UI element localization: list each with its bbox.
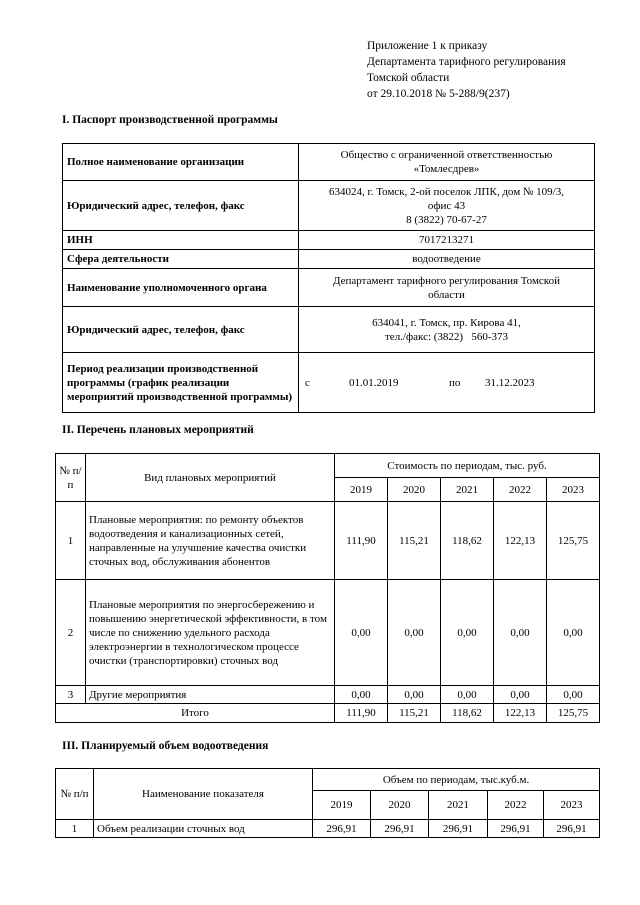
- total-value: 118,62: [441, 704, 494, 723]
- total-row: [56, 704, 600, 723]
- table-row: [56, 686, 600, 704]
- value-cell: 0,00: [388, 580, 441, 686]
- table-row: [56, 820, 600, 838]
- total-value: 125,75: [547, 704, 600, 723]
- year-header: 2020: [388, 478, 441, 502]
- year-header: 2019: [335, 478, 388, 502]
- value-cell: 0,00: [335, 686, 388, 704]
- period-to-word: по: [449, 376, 461, 389]
- value-cell: 0,00: [494, 686, 547, 704]
- col-cost-header: Стоимость по периодам, тыс. руб.: [335, 454, 600, 478]
- passport-value-line: области: [428, 288, 465, 301]
- row-description: Объем реализации сточных вод: [94, 820, 313, 838]
- row-description: Плановые мероприятия: по ремонту объектов водоотведения и канализационных сетей, направленные на улучшение качества очистки сточных вод, обслуживания абонентов: [86, 502, 335, 580]
- measures-table: [55, 453, 600, 723]
- value-cell: 0,00: [547, 686, 600, 704]
- table-row: [56, 580, 600, 686]
- period-to-date: 31.12.2023: [485, 376, 535, 389]
- value-cell: 0,00: [388, 686, 441, 704]
- year-header: 2023: [544, 791, 600, 820]
- row-number: 3: [56, 686, 86, 704]
- passport-value-line: офис 43: [427, 199, 466, 212]
- passport-row: [63, 250, 595, 269]
- col-name-header: Вид плановых мероприятий: [86, 454, 335, 502]
- passport-label: Наименование уполномоченного органа: [63, 269, 299, 307]
- period-from-word: с: [305, 376, 310, 389]
- section-1-title: I. Паспорт производственной программы: [62, 114, 278, 126]
- value-cell: 0,00: [335, 580, 388, 686]
- value-cell: 0,00: [547, 580, 600, 686]
- row-number: 2: [56, 580, 86, 686]
- value-cell: 118,62: [441, 502, 494, 580]
- passport-label: Юридический адрес, телефон, факс: [63, 181, 299, 231]
- year-header: 2023: [547, 478, 600, 502]
- passport-value-line: Общество с ограниченной ответственностью: [340, 149, 553, 161]
- passport-row: [63, 181, 595, 231]
- passport-value: 7017213271: [299, 231, 595, 250]
- value-cell: 122,13: [494, 502, 547, 580]
- year-header: 2022: [494, 478, 547, 502]
- period-label: Период реализации производственной программы (график реализации мероприятий производственной программы): [63, 353, 299, 413]
- value-cell: 296,91: [429, 820, 488, 838]
- passport-label: ИНН: [63, 231, 299, 250]
- passport-label: Сфера деятельности: [63, 250, 299, 269]
- volume-header-row: [56, 769, 600, 791]
- col-volume-header: Объем по периодам, тыс.куб.м.: [313, 769, 600, 791]
- passport-value: [299, 269, 595, 307]
- year-header: 2021: [441, 478, 494, 502]
- value-cell: 296,91: [371, 820, 429, 838]
- year-header: 2019: [313, 791, 371, 820]
- passport-label: Полное наименование организации: [63, 144, 299, 181]
- value-cell: 0,00: [441, 580, 494, 686]
- passport-value: [299, 144, 595, 181]
- row-description: Плановые мероприятия по энергосбережению и повышению энергетической эффективности, в том числе по снижению удельного расхода электроэнергии в технологическом процессе очистки (транспортировки) сточных вод: [86, 580, 335, 686]
- header-line-4: от 29.10.2018 № 5-288/9(237): [367, 88, 510, 100]
- year-header: 2022: [488, 791, 544, 820]
- row-number: 1: [56, 502, 86, 580]
- passport-value-line: тел./факс: (3822) 560-373: [385, 330, 508, 343]
- passport-value-line: 634024, г. Томск, 2-ой поселок ЛПК, дом № 109/3,: [329, 185, 564, 198]
- year-header: 2021: [429, 791, 488, 820]
- section-2-title: II. Перечень плановых мероприятий: [62, 424, 254, 436]
- passport-value: [299, 307, 595, 353]
- total-label: Итого: [56, 704, 335, 723]
- passport-period-row: [63, 353, 595, 413]
- value-cell: 296,91: [313, 820, 371, 838]
- passport-value-line: «Томлесдрев»: [413, 163, 480, 175]
- section-3-title: III. Планируемый объем водоотведения: [62, 740, 269, 752]
- passport-value-line: 8 (3822) 70-67-27: [406, 213, 487, 226]
- period-value: [299, 353, 595, 413]
- volume-table: [55, 768, 600, 838]
- document-header: [367, 38, 566, 102]
- header-line-3: Томской области: [367, 72, 450, 84]
- col-number-header: № п/п: [56, 769, 94, 820]
- passport-value-line: 634041, г. Томск, пр. Кирова 41,: [372, 316, 521, 329]
- passport-row: [63, 231, 595, 250]
- passport-label: Юридический адрес, телефон, факс: [63, 307, 299, 353]
- total-value: 122,13: [494, 704, 547, 723]
- col-number-header: № п/ п: [56, 454, 86, 502]
- table-row: [56, 502, 600, 580]
- period-from-date: 01.01.2019: [349, 376, 399, 389]
- value-cell: 125,75: [547, 502, 600, 580]
- value-cell: 115,21: [388, 502, 441, 580]
- value-cell: 111,90: [335, 502, 388, 580]
- value-cell: 0,00: [494, 580, 547, 686]
- passport-value: [299, 181, 595, 231]
- passport-row: [63, 269, 595, 307]
- header-line-1: Приложение 1 к приказу: [367, 40, 488, 52]
- total-value: 115,21: [388, 704, 441, 723]
- measures-header-row: [56, 454, 600, 478]
- total-value: 111,90: [335, 704, 388, 723]
- row-number: 1: [56, 820, 94, 838]
- header-line-2: Департамента тарифного регулирования: [367, 56, 566, 68]
- row-description: Другие мероприятия: [86, 686, 335, 704]
- passport-row: [63, 144, 595, 181]
- value-cell: 296,91: [544, 820, 600, 838]
- passport-value: водоотведение: [299, 250, 595, 269]
- col-name-header: Наименование показателя: [94, 769, 313, 820]
- passport-row: [63, 307, 595, 353]
- passport-table: [62, 143, 595, 413]
- passport-value-line: Департамент тарифного регулирования Томской: [333, 274, 560, 287]
- year-header: 2020: [371, 791, 429, 820]
- value-cell: 0,00: [441, 686, 494, 704]
- value-cell: 296,91: [488, 820, 544, 838]
